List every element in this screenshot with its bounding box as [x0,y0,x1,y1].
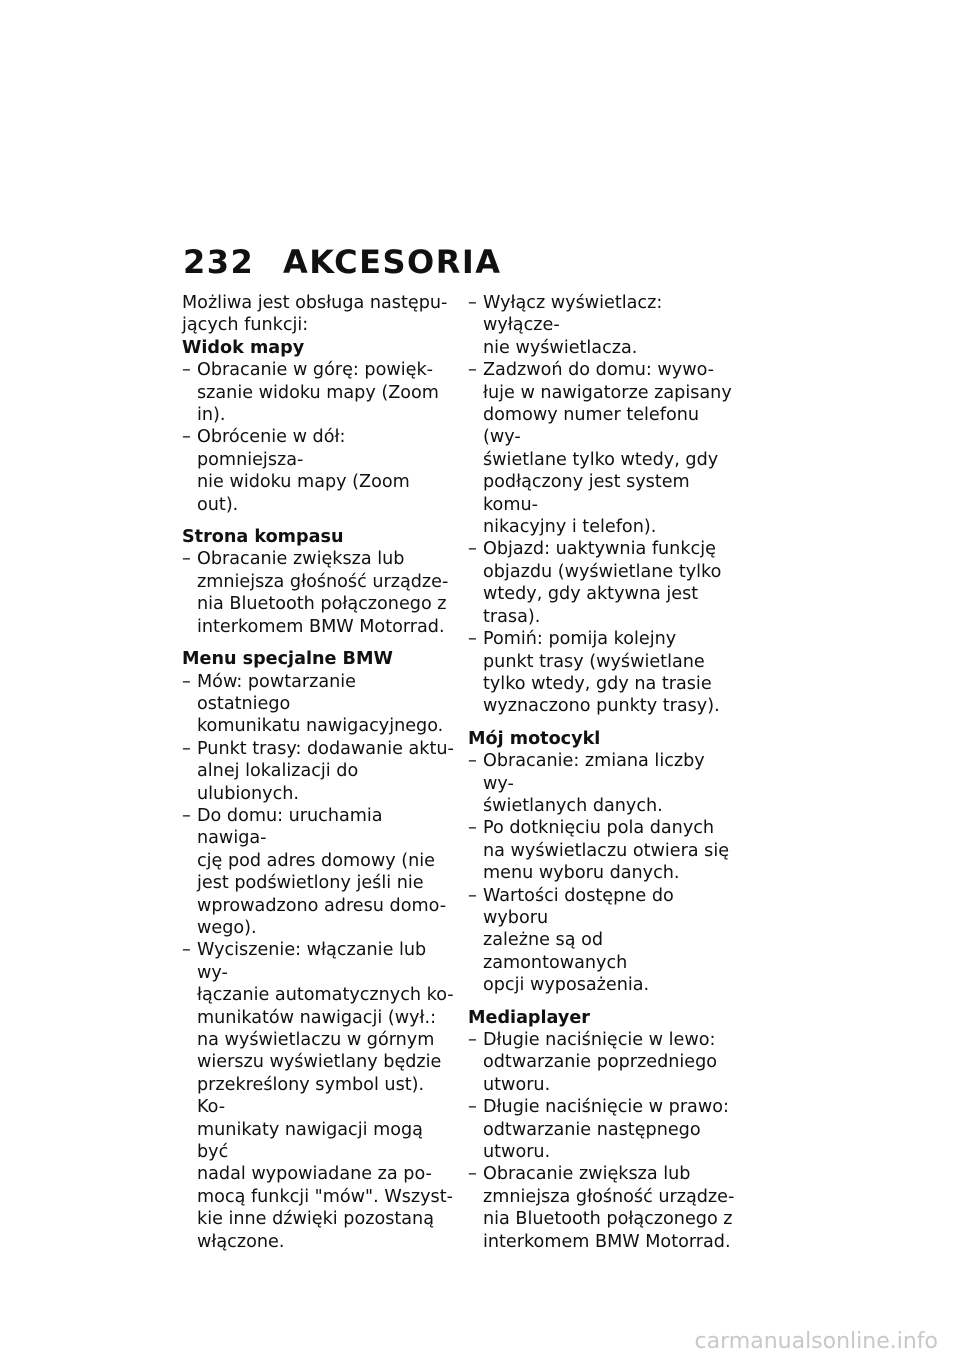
page-header [183,242,502,282]
item-line: – Do domu: uruchamia nawiga- [197,805,383,849]
item-line: nadal wypowiadane za po- [197,1164,432,1185]
page-number: 232 [183,243,255,281]
list-item [182,805,454,939]
item-line: odtwarzanie następnego [483,1119,701,1140]
item-line: nikacyjny i telefon). [483,517,657,538]
list-item [468,1029,740,1096]
list-item [468,1096,740,1163]
item-line: – Pomiń: pomija kolejny [483,629,677,650]
item-line: kie inne dźwięki pozostaną [197,1209,434,1230]
item-line: alnej lokalizacji do ulubionych. [197,761,359,804]
list-item [468,359,740,538]
item-line: opcji wyposażenia. [483,975,650,996]
section-heading-mediaplayer: Mediaplayer [468,1007,590,1028]
list-item [182,426,454,516]
list-item [468,817,740,884]
item-line: – Po dotknięciu pola danych [483,818,715,839]
item-line: przekreślony symbol ust). Ko- [197,1074,425,1118]
list-item [182,738,454,805]
item-line: munikaty nawigacji mogą być [197,1119,423,1163]
item-line: wego). [197,917,257,938]
item-line: – Obracanie zwiększa lub [483,1164,691,1185]
item-line: wprowadzono adresu domo- [197,895,447,916]
item-line: nie widoku mapy (Zoom out). [197,472,410,515]
item-line: trasa). [483,606,541,627]
item-line: łuje w nawigatorze zapisany [483,382,732,403]
item-line: szanie widoku mapy (Zoom [197,382,439,403]
list-item [468,1163,740,1253]
item-line: zmniejsza głośność urządze- [483,1186,735,1207]
list-item [468,885,740,997]
item-line: utworu. [483,1142,551,1163]
item-line: – Objazd: uaktywnia funkcję [483,539,716,560]
section-heading-widok-mapy: Widok mapy [182,337,305,358]
list-item [468,628,740,718]
item-line: utworu. [483,1074,551,1095]
item-line: – Wyciszenie: włączanie lub wy- [197,940,427,983]
section-heading-menu-specjalne: Menu specjalne BMW [182,649,393,670]
item-line: tylko wtedy, gdy na trasie [483,673,712,694]
item-line: – Wartości dostępne do wyboru [483,885,674,928]
item-line: łączanie automatycznych ko- [197,985,454,1006]
intro-paragraph [182,292,454,337]
item-line: świetlane tylko wtedy, gdy [483,449,719,470]
section-heading-strona-kompasu: Strona kompasu [182,527,344,548]
item-line: cję pod adres domowy (nie [197,850,436,871]
right-column [468,292,740,1253]
item-line: świetlanych danych. [483,795,663,816]
item-line: wtedy, gdy aktywna jest [483,584,699,605]
list-item [468,750,740,817]
item-line: włączone. [197,1231,285,1252]
item-line: nie wyświetlacza. [483,337,638,358]
item-line: – Wyłącz wyświetlacz: wyłącze- [483,293,663,336]
item-line: – Zadzwoń do domu: wywo- [483,360,715,381]
item-line: – Obracanie zwiększa lub [197,549,405,570]
intro-line: jących funkcji: [182,315,309,336]
item-line: podłączony jest system komu- [483,472,690,515]
left-column [182,292,454,1253]
item-line: – Punkt trasy: dodawanie aktu- [197,738,454,759]
item-line: komunikatu nawigacyjnego. [197,716,444,737]
item-line: – Długie naciśnięcie w lewo: [483,1030,716,1050]
item-line: mocą funkcji "mów". Wszyst- [197,1186,453,1207]
item-line: – Obrócenie w dół: pomniejsza- [197,427,346,470]
list-item [182,359,454,426]
item-line: objazdu (wyświetlane tylko [483,561,722,582]
item-line: – Obracanie: zmiana liczby wy- [483,751,705,794]
list-item [468,292,740,359]
watermark: carmanualsonline.info [694,1329,938,1354]
item-line: in). [197,405,226,426]
item-line: interkomem BMW Motorrad. [197,616,445,637]
item-line: menu wyboru danych. [483,863,680,884]
item-line: – Długie naciśnięcie w prawo: [483,1097,729,1118]
list-item [468,538,740,628]
item-line: jest podświetlony jeśli nie [197,873,424,894]
list-item [182,671,454,738]
item-line: interkomem BMW Motorrad. [483,1231,731,1252]
item-line: nia Bluetooth połączonego z [483,1209,733,1230]
list-item [182,939,454,1253]
item-line: wyznaczono punkty trasy). [483,696,720,717]
section-heading-moj-motocykl: Mój motocykl [468,728,601,749]
item-line: zmniejsza głośność urządze- [197,571,449,592]
item-line: wierszu wyświetlany będzie [197,1052,442,1073]
item-line: – Mów: powtarzanie ostatniego [197,671,357,714]
item-line: – Obracanie w górę: powięk- [197,360,434,381]
section-title: AKCESORIA [283,243,502,281]
item-line: odtwarzanie poprzedniego [483,1052,718,1073]
item-line: na wyświetlaczu otwiera się [483,840,730,861]
item-line: domowy numer telefonu (wy- [483,405,700,448]
item-line: munikatów nawigacji (wył.: [197,1007,437,1028]
item-line: nia Bluetooth połączonego z [197,594,447,615]
item-line: zależne są od zamontowanych [483,930,628,973]
list-item [182,548,454,638]
item-line: na wyświetlaczu w górnym [197,1030,435,1050]
item-line: punkt trasy (wyświetlane [483,651,705,672]
intro-line: Możliwa jest obsługa następu- [182,293,448,313]
